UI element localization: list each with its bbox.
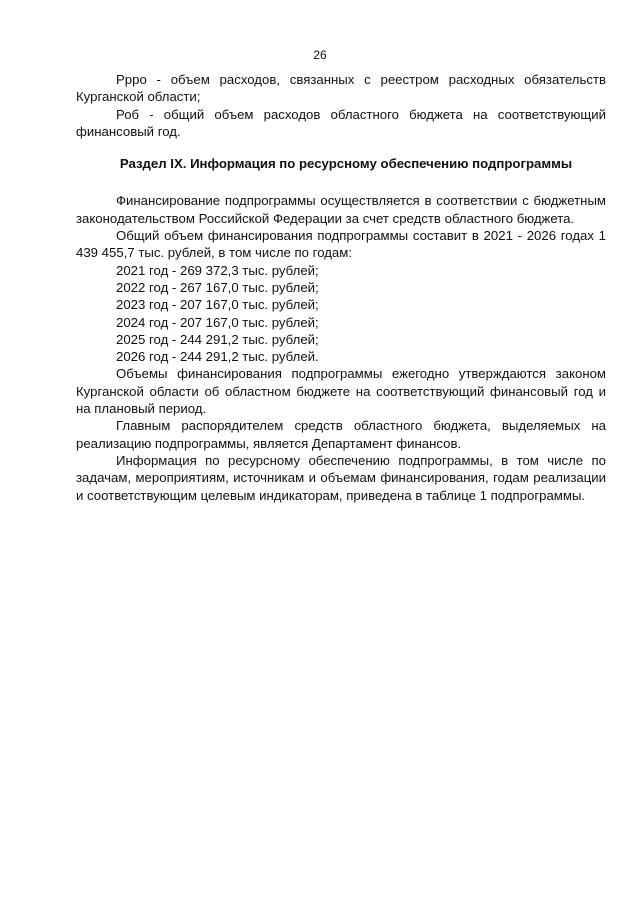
paragraph-financing-basis: Финансирование подпрограммы осуществляется в соответствии с бюджетным законодательством Российской Федерации за счет средств областного бюджета. xyxy=(76,193,606,226)
year-line-2024: 2024 год - 207 167,0 тыс. рублей; xyxy=(116,314,319,330)
year-line-2026: 2026 год - 244 291,2 тыс. рублей. xyxy=(116,349,319,365)
definition-rob: Роб - общий объем расходов областного бюджета на соответствующий финансовый год. xyxy=(76,106,606,139)
paragraph-total-volume: Общий объем финансирования подпрограммы составит в 2021 - 2026 годах 1 439 455,7 тыс. рублей, в том числе по годам: xyxy=(76,228,606,261)
paragraph-annual-approval: Объемы финансирования подпрограммы ежегодно утверждаются законом Курганской области об областном бюджете на соответствующий финансовый год и на плановый период. xyxy=(76,366,606,417)
page-content xyxy=(76,71,606,504)
year-line-2025: 2025 год - 244 291,2 тыс. рублей; xyxy=(116,331,319,347)
year-line-2023: 2023 год - 207 167,0 тыс. рублей; xyxy=(116,297,319,313)
year-line-2022: 2022 год - 267 167,0 тыс. рублей; xyxy=(116,279,319,295)
paragraph-table-reference: Информация по ресурсному обеспечению подпрограммы, в том числе по задачам, мероприятиям, источникам и объемам финансирования, годам реализации и соответствующим целевым индикаторам, приведена в таблице 1 подпрограммы. xyxy=(76,452,606,503)
page-number: 26 xyxy=(313,48,327,62)
paragraph-main-manager: Главным распорядителем средств областного бюджета, выделяемых на реализацию подпрограммы, является Департамент финансов. xyxy=(76,418,606,451)
section-title: Раздел IX. Информация по ресурсному обеспечению подпрограммы xyxy=(119,156,573,172)
year-line-2021: 2021 год - 269 372,3 тыс. рублей; xyxy=(116,262,319,278)
definition-rrro: Ррро - объем расходов, связанных с реестром расходных обязательств Курганской области; xyxy=(76,72,606,105)
